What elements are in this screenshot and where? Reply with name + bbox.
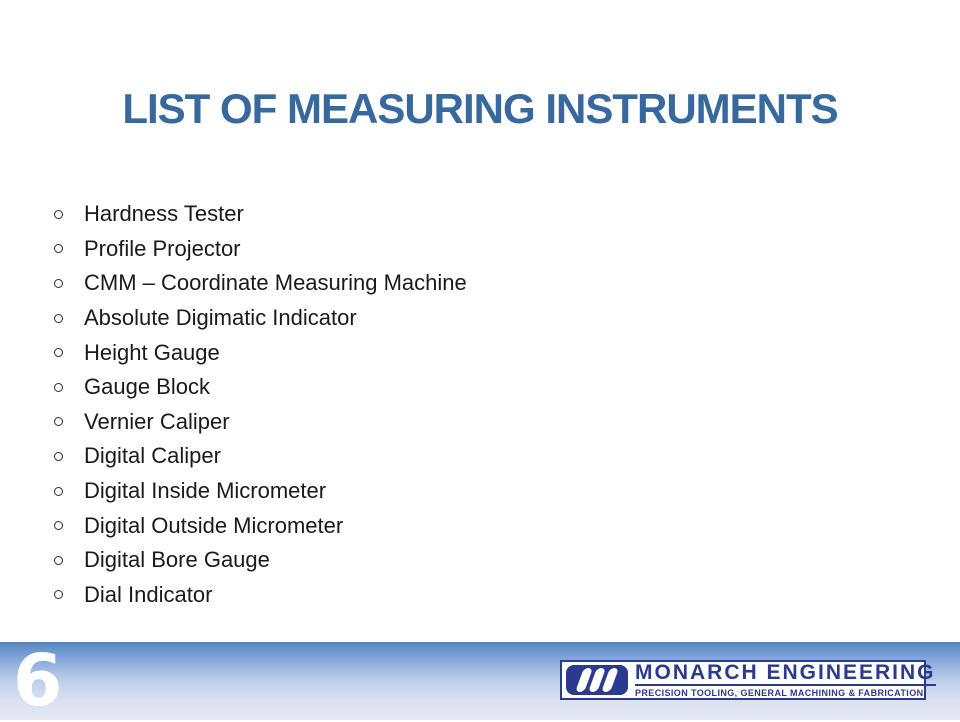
list-item xyxy=(0,578,467,613)
list-item xyxy=(0,335,467,370)
page-title: LIST OF MEASURING INSTRUMENTS xyxy=(122,85,838,133)
circle-bullet-icon xyxy=(54,417,63,426)
circle-bullet-icon xyxy=(54,452,63,461)
company-logo xyxy=(560,660,936,700)
list-item-text: Absolute Digimatic Indicator xyxy=(84,305,357,331)
list-item xyxy=(0,543,467,578)
circle-bullet-icon xyxy=(54,210,63,219)
list-item-text: Dial Indicator xyxy=(84,581,213,607)
list-item-text: Profile Projector xyxy=(84,235,241,261)
list-item-text: Hardness Tester xyxy=(84,201,244,227)
list-item-text: Vernier Caliper xyxy=(84,408,230,434)
list-item-text: Digital Outside Micrometer xyxy=(84,512,344,538)
circle-bullet-icon xyxy=(54,487,63,496)
circle-bullet-icon xyxy=(54,521,63,530)
list-item-text: CMM – Coordinate Measuring Machine xyxy=(84,270,467,296)
instrument-list xyxy=(0,197,467,612)
list-item xyxy=(0,474,467,509)
list-item xyxy=(0,266,467,301)
list-item xyxy=(0,370,467,405)
circle-bullet-icon xyxy=(54,279,63,288)
list-item xyxy=(0,439,467,474)
list-item-text: Gauge Block xyxy=(84,374,210,400)
monarch-logo-icon xyxy=(566,665,628,695)
list-item xyxy=(0,197,467,232)
logo-company-name: MONARCH ENGINEERING xyxy=(635,661,936,684)
circle-bullet-icon xyxy=(54,348,63,357)
logo-text-block xyxy=(635,662,936,698)
list-item xyxy=(0,301,467,336)
list-item-text: Digital Bore Gauge xyxy=(84,547,270,573)
circle-bullet-icon xyxy=(54,590,63,599)
slide-page-number: 6 xyxy=(13,638,63,722)
list-item-text: Digital Caliper xyxy=(84,443,221,469)
list-item xyxy=(0,405,467,440)
circle-bullet-icon xyxy=(54,244,63,253)
list-item-text: Height Gauge xyxy=(84,339,220,365)
logo-tagline: PRECISION TOOLING, GENERAL MACHINING & FABRICATION xyxy=(635,688,924,698)
list-item-text: Digital Inside Micrometer xyxy=(84,478,327,504)
list-item xyxy=(0,232,467,267)
circle-bullet-icon xyxy=(54,314,63,323)
circle-bullet-icon xyxy=(54,383,63,392)
circle-bullet-icon xyxy=(54,556,63,565)
list-item xyxy=(0,508,467,543)
